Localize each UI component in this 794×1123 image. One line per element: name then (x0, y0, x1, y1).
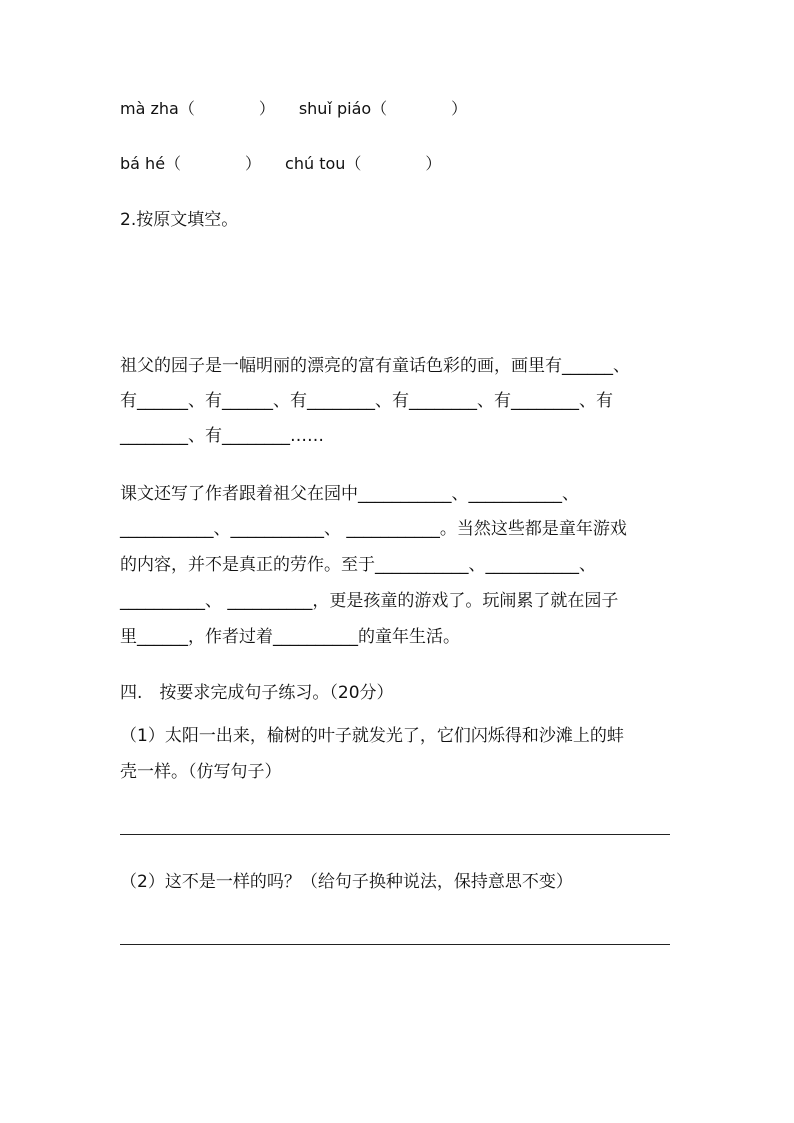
activities-paragraph-line-4: __________、 __________，更是孩童的游戏了。玩闹累了就在园子 (120, 591, 619, 611)
answer-line-2[interactable] (120, 944, 670, 945)
sentence-question-2: （2）这不是一样的吗？（给句子换种说法，保持意思不变） (120, 872, 573, 892)
garden-paragraph-line-2: 有______、有______、有________、有________、有________、有 (120, 391, 613, 411)
sentence-question-1-line-2: 壳一样。（仿写句子） (120, 762, 282, 782)
sentence-question-1-line-1: （1）太阳一出来，榆树的叶子就发光了，它们闪烁得和沙滩上的蚌 (120, 726, 624, 746)
garden-paragraph-line-3: ________、有________…… (120, 426, 324, 446)
pinyin-row-2: bá hé（ ） chú tou（ ） (120, 154, 442, 173)
question-2-heading: 2.按原文填空。 (120, 210, 239, 230)
section-4-heading: 四. 按要求完成句子练习。（20分） (120, 683, 394, 703)
activities-paragraph-line-3: 的内容，并不是真正的劳作。至于___________、___________、 (120, 555, 596, 575)
activities-paragraph-line-2: ___________、___________、 ___________。当然这些都是童年游戏 (120, 519, 627, 539)
garden-paragraph-line-1: 祖父的园子是一幅明丽的漂亮的富有童话色彩的画，画里有______、 (120, 356, 630, 376)
pinyin-row-1: mà zha（ ） shuǐ piáo（ ） (120, 99, 468, 118)
answer-line-1[interactable] (120, 834, 670, 835)
activities-paragraph-line-1: 课文还写了作者跟着祖父在园中___________、___________、 (120, 484, 579, 504)
activities-paragraph-line-5: 里______，作者过着__________的童年生活。 (120, 627, 460, 647)
